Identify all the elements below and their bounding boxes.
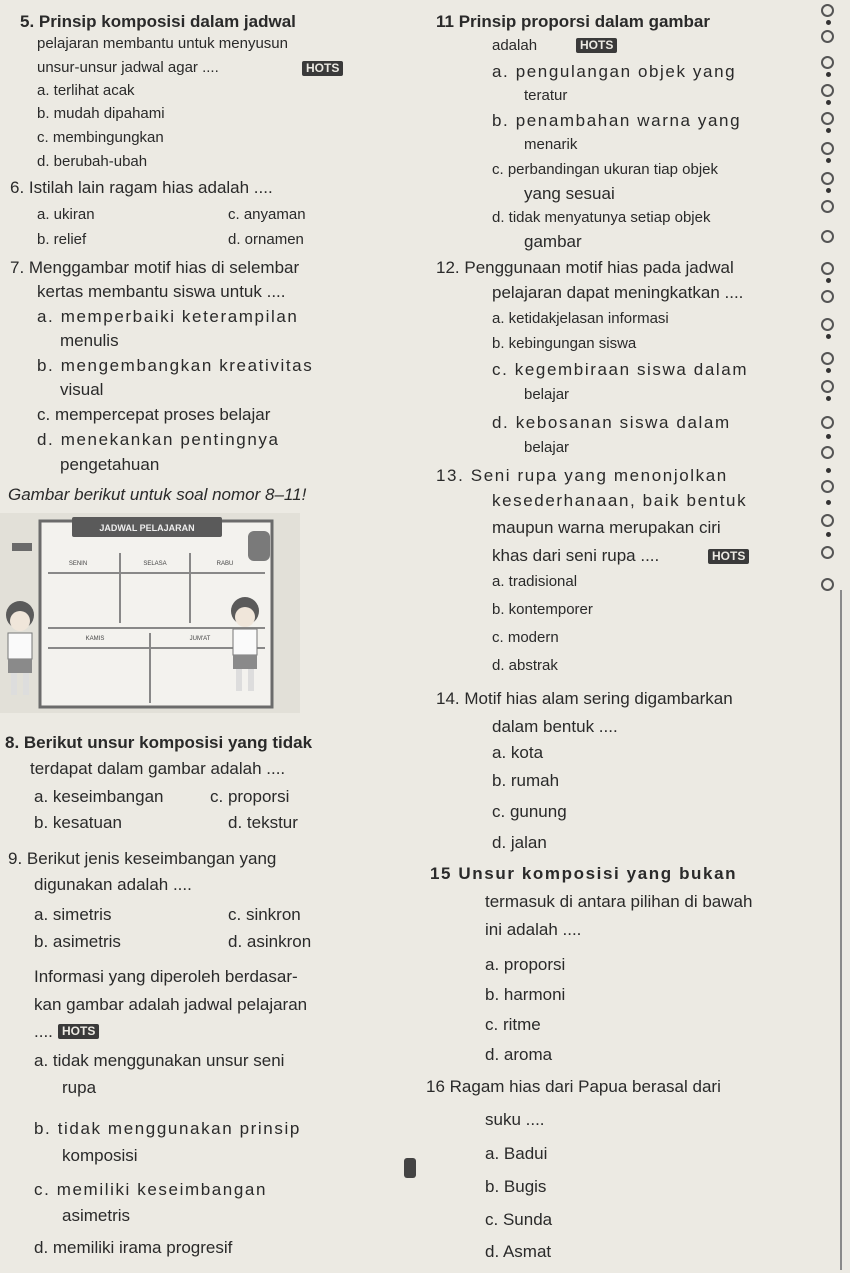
- q9-option-a: a. simetris: [34, 905, 112, 924]
- binder-hole-icon: [821, 56, 834, 69]
- q5-option-d: d. berubah-ubah: [37, 153, 148, 170]
- q8-stem: 8. Berikut unsur komposisi yang tidak: [5, 733, 313, 752]
- q8-option-c: c. proporsi: [210, 787, 290, 806]
- binder-hole-icon: [821, 480, 834, 493]
- q7-option-a: menulis: [60, 331, 119, 350]
- q6-option-b: b. relief: [37, 231, 87, 248]
- q11-option-d: d. tidak menyatunya setiap objek: [492, 209, 711, 226]
- q11-option-c: yang sesuai: [524, 184, 615, 203]
- dot-icon: [826, 434, 831, 439]
- binder-hole-icon: [821, 142, 834, 155]
- q7-option-b: visual: [60, 380, 104, 399]
- dot-icon: [826, 158, 831, 163]
- q12-option-b: b. kebingungan siswa: [492, 335, 637, 352]
- q10-stem: Informasi yang diperoleh berdasar-: [34, 967, 298, 986]
- binder-hole-icon: [821, 380, 834, 393]
- hots-badge: HOTS: [58, 1024, 99, 1039]
- q15-stem: ini adalah ....: [485, 920, 582, 939]
- q10-option-a: rupa: [62, 1078, 97, 1097]
- binder-hole-icon: [821, 262, 834, 275]
- q16-option-b: b. Bugis: [485, 1177, 547, 1196]
- q7-option-d: d. menekankan pentingnya: [37, 430, 280, 449]
- binder-hole-icon: [821, 578, 834, 591]
- q9-option-c: c. sinkron: [228, 905, 301, 924]
- q16-option-d: d. Asmat: [485, 1242, 552, 1261]
- q8-option-b: b. kesatuan: [34, 813, 122, 832]
- q7-option-c: c. mempercepat proses belajar: [37, 405, 271, 424]
- q10-stem: kan gambar adalah jadwal pelajaran: [34, 995, 308, 1014]
- day-header: RABU: [216, 561, 234, 567]
- binder-hole-icon: [821, 318, 834, 331]
- q11-option-c: c. perbandingan ukuran tiap objek: [492, 161, 718, 178]
- binder-hole-icon: [821, 446, 834, 459]
- dot-icon: [826, 20, 831, 25]
- q7-stem: 7. Menggambar motif hias di selembar: [10, 258, 300, 277]
- binder-hole-icon: [821, 4, 834, 17]
- page-edge-line: [840, 590, 842, 1270]
- dot-icon: [826, 396, 831, 401]
- board-title: JADWAL PELAJARAN: [99, 523, 195, 533]
- figure-caption: Gambar berikut untuk soal nomor 8–11!: [8, 485, 307, 504]
- q7-option-d: pengetahuan: [60, 455, 160, 474]
- q13-stem: khas dari seni rupa ....: [492, 546, 660, 565]
- dot-icon: [826, 100, 831, 105]
- q13-option-d: d. abstrak: [492, 657, 558, 674]
- day-header: KAMIS: [85, 636, 105, 642]
- binder-hole-icon: [821, 546, 834, 559]
- q11-stem: adalah: [492, 37, 538, 54]
- q10-option-b: komposisi: [62, 1146, 138, 1165]
- q11-option-a: a. pengulangan objek yang: [492, 62, 737, 81]
- q10-option-d: d. memiliki irama progresif: [34, 1238, 233, 1257]
- q5-stem: 5. Prinsip komposisi dalam jadwal: [20, 12, 296, 31]
- q12-stem: pelajaran dapat meningkatkan ....: [492, 283, 744, 302]
- q12-option-d: d. kebosanan siswa dalam: [492, 413, 731, 432]
- q6-stem: 6. Istilah lain ragam hias adalah ....: [10, 178, 273, 197]
- q15-stem: 15 Unsur komposisi yang bukan: [430, 864, 738, 883]
- day-header: JUM'AT: [189, 636, 211, 642]
- q7-stem: kertas membantu siswa untuk ....: [37, 282, 286, 301]
- q12-option-d: belajar: [524, 439, 570, 456]
- dot-icon: [826, 368, 831, 373]
- dot-icon: [826, 500, 831, 505]
- pen-mark: [404, 1158, 416, 1178]
- q9-stem: 9. Berikut jenis keseimbangan yang: [8, 849, 277, 868]
- binder-hole-icon: [821, 352, 834, 365]
- q12-stem: 12. Penggunaan motif hias pada jadwal: [436, 258, 734, 277]
- q6-option-a: a. ukiran: [37, 206, 95, 223]
- q7-option-a: a. memperbaiki keterampilan: [37, 307, 299, 326]
- q13-stem: 13. Seni rupa yang menonjolkan: [436, 466, 728, 485]
- q13-stem: kesederhanaan, baik bentuk: [492, 491, 748, 510]
- q12-option-a: a. ketidakjelasan informasi: [492, 310, 669, 327]
- q10-option-c: c. memiliki keseimbangan: [34, 1180, 268, 1199]
- dot-icon: [826, 188, 831, 193]
- q14-option-d: d. jalan: [492, 833, 547, 852]
- q13-option-c: c. modern: [492, 629, 559, 646]
- q15-option-c: c. ritme: [485, 1015, 541, 1034]
- hots-badge: HOTS: [302, 61, 343, 76]
- q16-stem: suku ....: [485, 1110, 545, 1129]
- hots-badge: HOTS: [576, 38, 617, 53]
- q6-option-c: c. anyaman: [228, 206, 306, 223]
- q13-option-b: b. kontemporer: [492, 601, 593, 618]
- binder-hole-icon: [821, 30, 834, 43]
- q11-option-b: menarik: [524, 136, 578, 153]
- q5-stem: unsur-unsur jadwal agar ....: [37, 59, 219, 76]
- q16-stem: 16 Ragam hias dari Papua berasal dari: [426, 1077, 721, 1096]
- hots-badge: HOTS: [708, 549, 749, 564]
- q14-stem: dalam bentuk ....: [492, 717, 618, 736]
- q12-option-c: c. kegembiraan siswa dalam: [492, 360, 749, 379]
- dot-icon: [826, 278, 831, 283]
- q10-stem: ....: [34, 1022, 53, 1041]
- dot-icon: [826, 72, 831, 77]
- q5-stem: pelajaran membantu untuk menyusun: [37, 35, 288, 52]
- q10-option-b: b. tidak menggunakan prinsip: [34, 1119, 301, 1138]
- q8-stem: terdapat dalam gambar adalah ....: [30, 759, 286, 778]
- q15-stem: termasuk di antara pilihan di bawah: [485, 892, 753, 911]
- q14-option-a: a. kota: [492, 743, 544, 762]
- q13-stem: maupun warna merupakan ciri: [492, 518, 721, 537]
- q7-option-b: b. mengembangkan kreativitas: [37, 356, 314, 375]
- q5-option-c: c. membingungkan: [37, 129, 164, 146]
- q13-option-a: a. tradisional: [492, 573, 578, 590]
- q9-option-b: b. asimetris: [34, 932, 121, 951]
- binder-hole-icon: [821, 514, 834, 527]
- schedule-board-image: [0, 513, 300, 713]
- q14-option-c: c. gunung: [492, 802, 567, 821]
- q16-option-c: c. Sunda: [485, 1210, 553, 1229]
- schedule-illustration: [0, 513, 300, 713]
- q11-option-b: b. penambahan warna yang: [492, 111, 742, 130]
- q5-option-b: b. mudah dipahami: [37, 105, 165, 122]
- q15-option-d: d. aroma: [485, 1045, 553, 1064]
- q14-option-b: b. rumah: [492, 771, 560, 790]
- q5-option-a: a. terlihat acak: [37, 82, 135, 99]
- q11-option-a: teratur: [524, 87, 568, 104]
- q9-stem: digunakan adalah ....: [34, 875, 192, 894]
- q12-option-c: belajar: [524, 386, 570, 403]
- dot-icon: [826, 468, 831, 473]
- dot-icon: [826, 334, 831, 339]
- q11-stem: 11 Prinsip proporsi dalam gambar: [436, 12, 710, 31]
- binder-hole-icon: [821, 290, 834, 303]
- q10-option-c: asimetris: [62, 1206, 131, 1225]
- q16-option-a: a. Badui: [485, 1144, 548, 1163]
- q11-option-d: gambar: [524, 232, 582, 251]
- q10-option-a: a. tidak menggunakan unsur seni: [34, 1051, 285, 1070]
- binder-hole-icon: [821, 416, 834, 429]
- binder-hole-icon: [821, 84, 834, 97]
- day-header: SELASA: [143, 561, 167, 567]
- q8-option-d: d. tekstur: [228, 813, 298, 832]
- q14-stem: 14. Motif hias alam sering digambarkan: [436, 689, 733, 708]
- dot-icon: [826, 532, 831, 537]
- dot-icon: [826, 128, 831, 133]
- q6-option-d: d. ornamen: [228, 231, 304, 248]
- q15-option-b: b. harmoni: [485, 985, 566, 1004]
- q9-option-d: d. asinkron: [228, 932, 312, 951]
- binder-hole-icon: [821, 112, 834, 125]
- binder-hole-icon: [821, 230, 834, 243]
- binder-hole-icon: [821, 172, 834, 185]
- q8-option-a: a. keseimbangan: [34, 787, 164, 806]
- binder-hole-icon: [821, 200, 834, 213]
- day-header: SENIN: [68, 561, 88, 567]
- q15-option-a: a. proporsi: [485, 955, 566, 974]
